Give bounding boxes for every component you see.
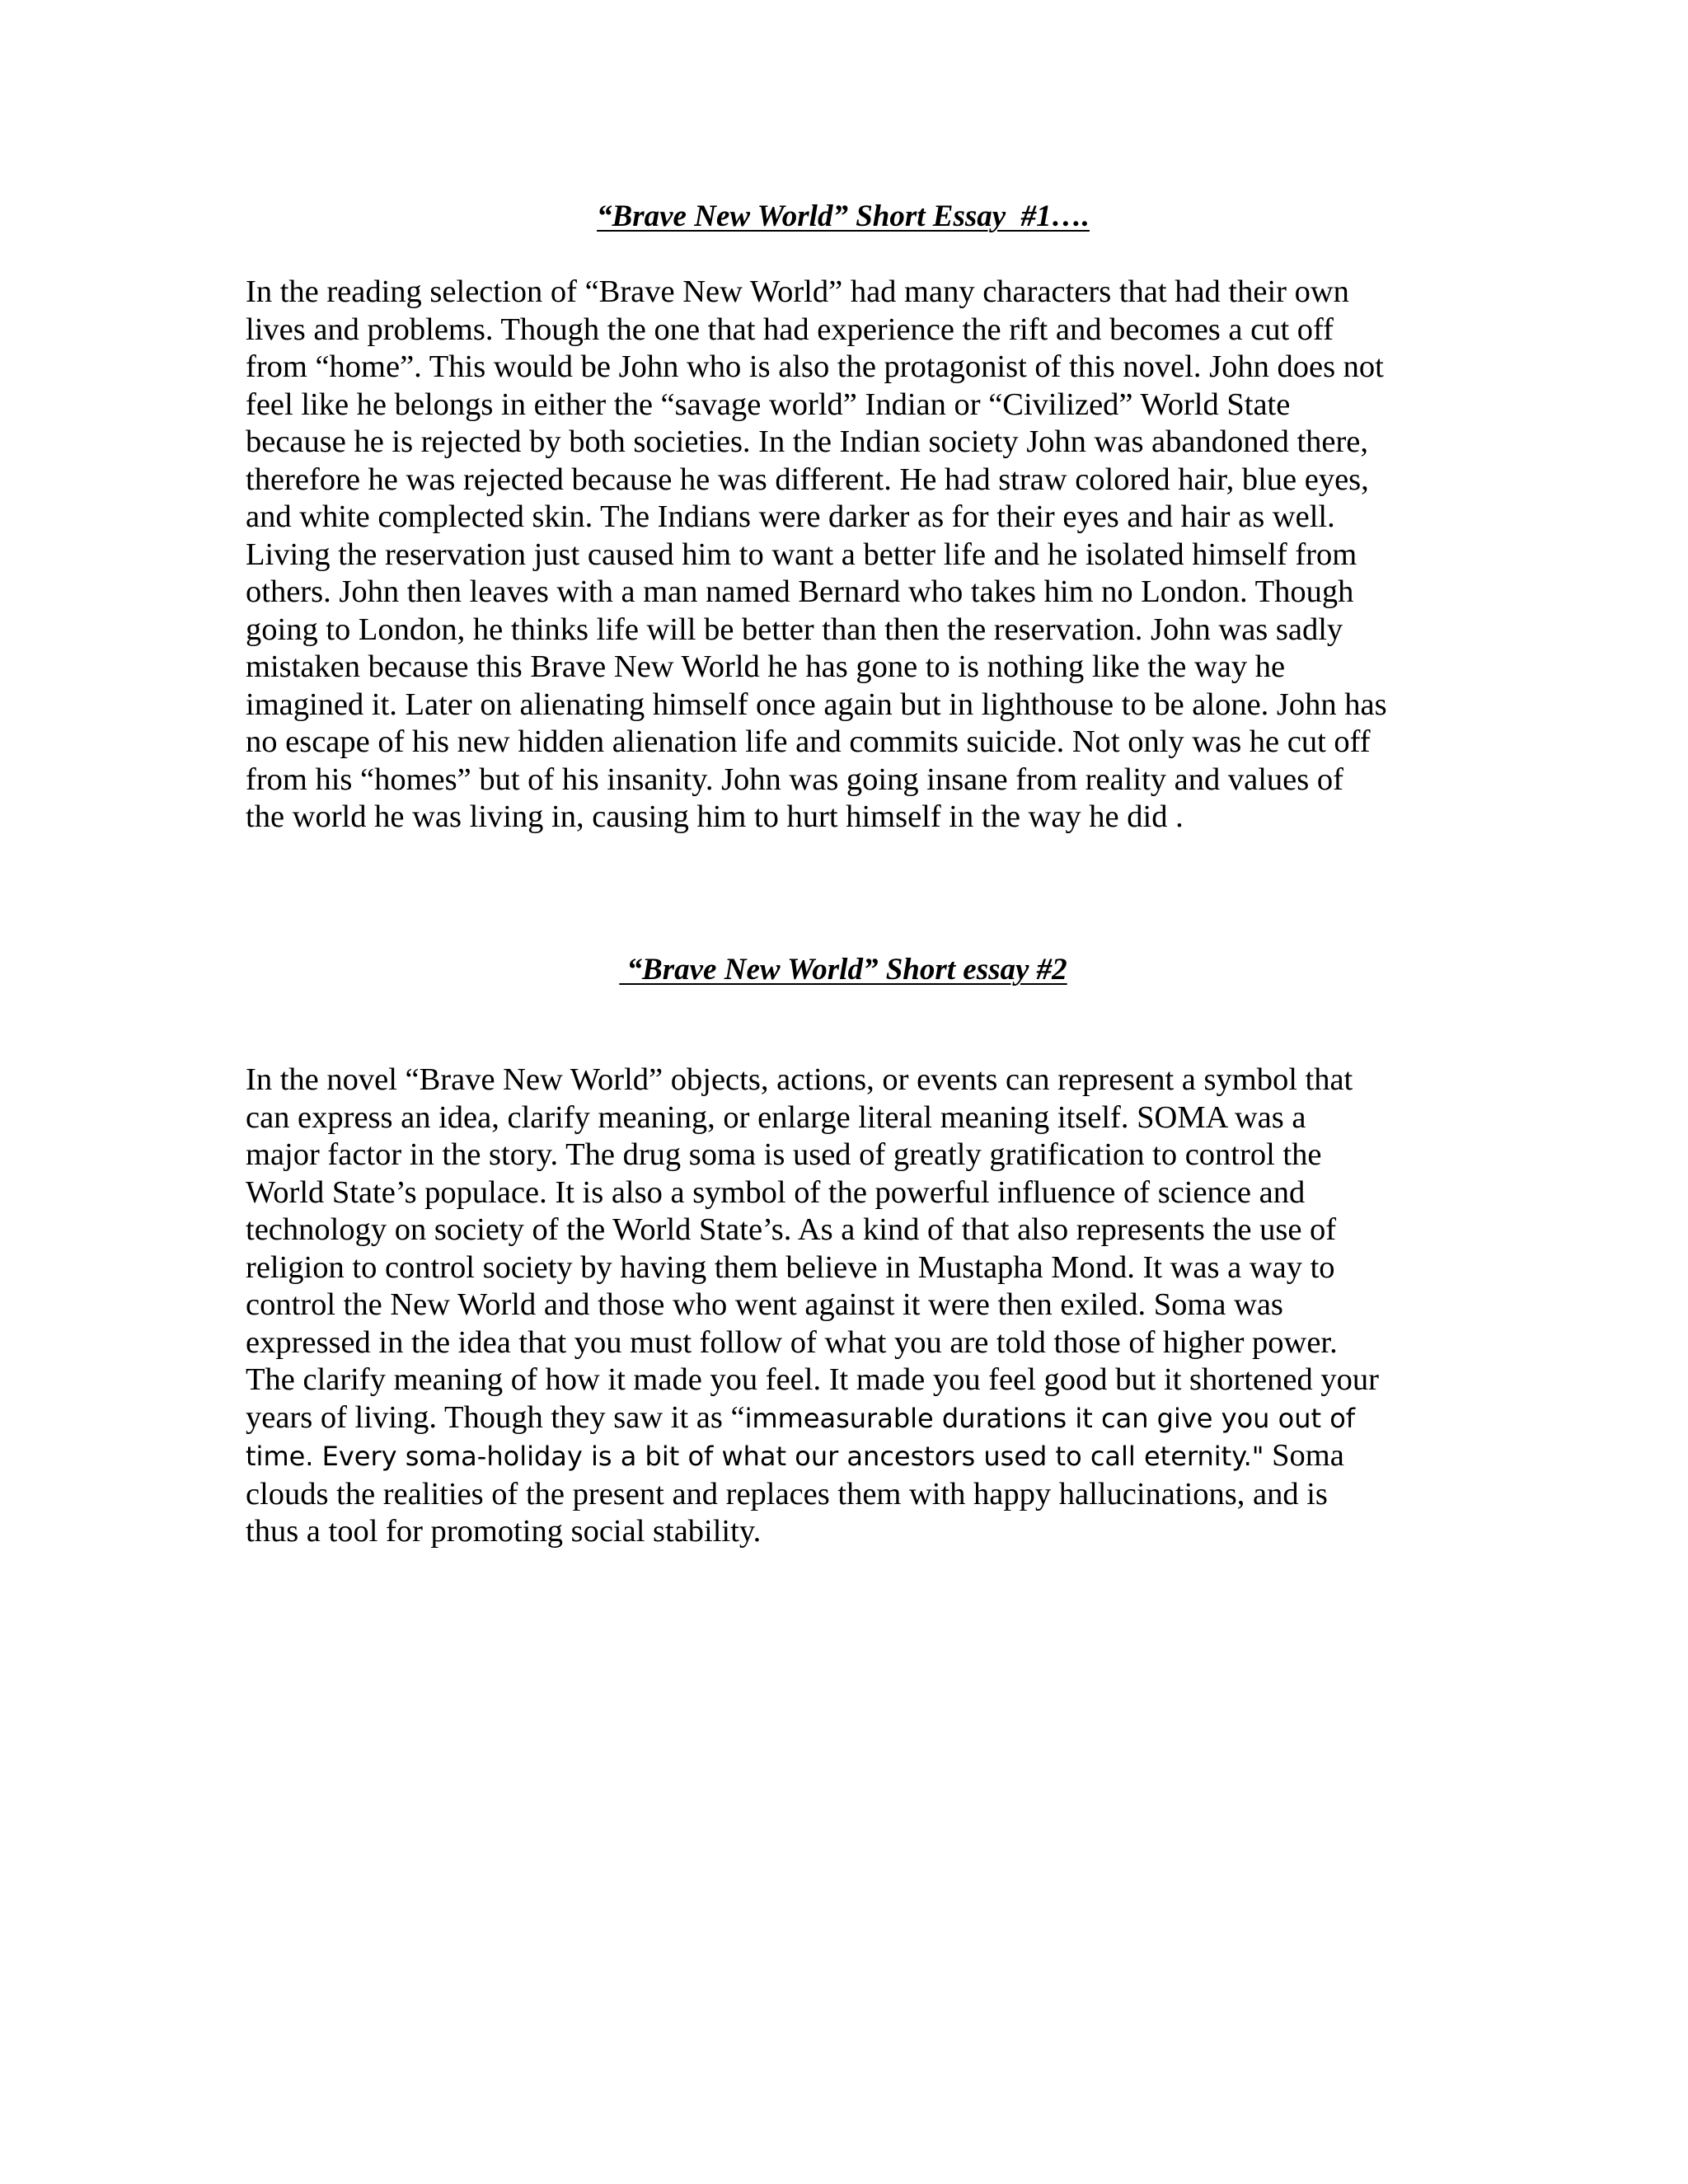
essay-2-line: thus a tool for promoting social stability. bbox=[246, 1514, 762, 1549]
essay-2-line: can express an idea, clarify meaning, or enlarge literal meaning itself. SOMA was a bbox=[246, 1099, 1306, 1135]
essay-1-line: and white complected skin. The Indians were darker as for their eyes and hair as well. bbox=[246, 499, 1335, 534]
essay-2-line: expressed in the idea that you must follow of what you are told those of higher power. bbox=[246, 1324, 1338, 1360]
essay-1-line: others. John then leaves with a man named Bernard who takes him no London. Though bbox=[246, 574, 1354, 609]
essay-1-heading bbox=[246, 198, 1441, 236]
essay-1-line: Living the reservation just caused him to want a better life and he isolated himself from bbox=[246, 537, 1357, 572]
essay-2-quote-part: time. Every soma-holiday is a bit of what our ancestors used to call eternity." bbox=[246, 1441, 1264, 1472]
essay-1-line: imagined it. Later on alienating himself once again but in lighthouse to be alone. John has bbox=[246, 687, 1387, 722]
essay-1-line: no escape of his new hidden alienation life and commits suicide. Not only was he cut off bbox=[246, 724, 1371, 759]
essay-2-line: World State’s populace. It is also a symbol of the powerful influence of science and bbox=[246, 1174, 1306, 1210]
essay-2-line: major factor in the story. The drug soma is used of greatly gratification to control the bbox=[246, 1137, 1322, 1172]
essay-1-heading-text: “Brave New World” Short Essay #1…. bbox=[597, 199, 1090, 233]
essay-1-line: from “home”. This would be John who is also the protagonist of this novel. John does not bbox=[246, 349, 1384, 384]
essay-2-heading-text: “Brave New World” Short essay #2 bbox=[619, 953, 1067, 987]
essay-1-line: going to London, he thinks life will be better than then the reservation. John was sadly bbox=[246, 612, 1343, 647]
essay-1-line: feel like he belongs in either the “savage world” Indian or “Civilized” World State bbox=[246, 387, 1291, 422]
essay-1-line: because he is rejected by both societies. In the Indian society John was abandoned there, bbox=[246, 424, 1369, 459]
essay-1-line: the world he was living in, causing him to hurt himself in the way he did . bbox=[246, 799, 1184, 834]
essay-2-line: control the New World and those who went against it were then exiled. Soma was bbox=[246, 1287, 1283, 1322]
essay-1-line: therefore he was rejected because he was different. He had straw colored hair, blue eyes, bbox=[246, 462, 1369, 497]
essay-1-line: mistaken because this Brave New World he has gone to is nothing like the way he bbox=[246, 649, 1286, 684]
essay-2-line-serif-part: years of living. Though they saw it as “ bbox=[246, 1399, 745, 1435]
essay-2-heading bbox=[246, 951, 1441, 989]
essay-2-line-serif-part: Soma bbox=[1264, 1438, 1344, 1473]
essay-2-line: The clarify meaning of how it made you feel. It made you feel good but it shortened your bbox=[246, 1362, 1379, 1397]
essay-2-line: technology on society of the World State’s. As a kind of that also represents the use of bbox=[246, 1212, 1337, 1247]
essay-2-body bbox=[246, 1062, 1449, 1551]
essay-1-line: lives and problems. Though the one that had experience the rift and becomes a cut off bbox=[246, 312, 1334, 347]
essay-1-line: In the reading selection of “Brave New World” had many characters that had their own bbox=[246, 274, 1349, 309]
essay-2-line: In the novel “Brave New World” objects, actions, or events can represent a symbol that bbox=[246, 1062, 1353, 1097]
essay-2-line-mixed bbox=[246, 1399, 1449, 1438]
essay-1-line: from his “homes” but of his insanity. John was going insane from reality and values of bbox=[246, 762, 1343, 797]
essay-2-line: religion to control society by having them believe in Mustapha Mond. It was a way to bbox=[246, 1249, 1335, 1285]
essay-2-line-mixed bbox=[246, 1437, 1449, 1476]
essay-2-quote-part: immeasurable durations it can give you out of bbox=[744, 1402, 1356, 1434]
essay-2-line: clouds the realities of the present and replaces them with happy hallucinations, and is bbox=[246, 1476, 1328, 1511]
essay-1-body bbox=[246, 274, 1449, 837]
